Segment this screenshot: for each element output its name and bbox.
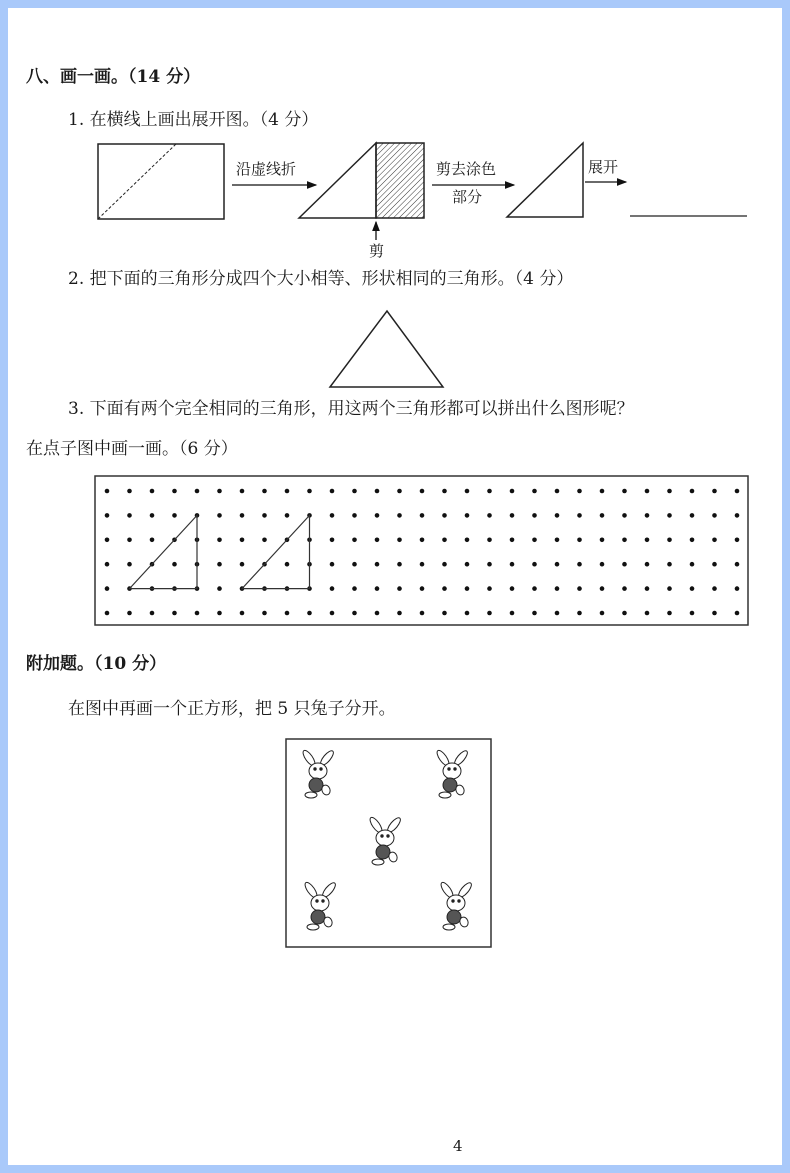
grid-dot[interactable] — [465, 489, 470, 494]
grid-dot[interactable] — [420, 562, 425, 567]
grid-dot[interactable] — [532, 513, 537, 518]
grid-dot[interactable] — [195, 611, 200, 616]
grid-dot[interactable] — [577, 586, 582, 591]
grid-dot[interactable] — [172, 562, 177, 567]
label-cut: 剪 — [369, 242, 385, 260]
grid-dot[interactable] — [645, 611, 650, 616]
grid-dot[interactable] — [127, 611, 132, 616]
grid-dot[interactable] — [240, 513, 245, 518]
grid-dot[interactable] — [352, 562, 357, 567]
example-triangle — [130, 515, 198, 588]
grid-dot[interactable] — [127, 489, 132, 494]
folded-shape — [299, 143, 424, 218]
page-number: 4 — [453, 1137, 463, 1155]
grid-dot[interactable] — [172, 513, 177, 518]
grid-dot[interactable] — [442, 538, 447, 543]
grid-dot[interactable] — [352, 513, 357, 518]
grid-dot[interactable] — [735, 513, 740, 518]
dot-grid-box[interactable] — [95, 476, 748, 625]
grid-dot[interactable] — [420, 513, 425, 518]
label-cut-shaded-2: 部分 — [452, 188, 483, 206]
grid-dot[interactable] — [465, 611, 470, 616]
grid-dot[interactable] — [105, 513, 110, 518]
grid-dot[interactable] — [172, 489, 177, 494]
grid-dot[interactable] — [667, 489, 672, 494]
grid-dot[interactable] — [127, 538, 132, 543]
grid-dot[interactable] — [555, 586, 560, 591]
grid-dot[interactable] — [397, 611, 402, 616]
grid-dot[interactable] — [420, 489, 425, 494]
grid-dot[interactable] — [622, 562, 627, 567]
grid-dot[interactable] — [397, 513, 402, 518]
grid-dot[interactable] — [510, 611, 515, 616]
grid-dot[interactable] — [240, 538, 245, 543]
grid-dot[interactable] — [532, 562, 537, 567]
grid-dot[interactable] — [217, 562, 222, 567]
grid-dot[interactable] — [375, 562, 380, 567]
grid-dot[interactable] — [240, 611, 245, 616]
grid-dot[interactable] — [645, 562, 650, 567]
grid-dot[interactable] — [262, 513, 267, 518]
rabbits — [301, 749, 473, 930]
label-unfold: 展开 — [588, 158, 619, 176]
grid-dot[interactable] — [352, 538, 357, 543]
example-triangles — [130, 515, 310, 588]
grid-dot[interactable] — [172, 611, 177, 616]
grid-dot[interactable] — [690, 562, 695, 567]
grid-dot[interactable] — [465, 562, 470, 567]
grid-dot[interactable] — [465, 538, 470, 543]
grid-dot[interactable] — [622, 586, 627, 591]
grid-dot[interactable] — [735, 538, 740, 543]
dot-grid[interactable] — [105, 489, 740, 616]
grid-dot[interactable] — [217, 586, 222, 591]
grid-dot[interactable] — [735, 562, 740, 567]
grid-dot[interactable] — [510, 513, 515, 518]
grid-dot[interactable] — [600, 586, 605, 591]
cut-triangle — [507, 143, 583, 217]
grid-dot[interactable] — [600, 538, 605, 543]
grid-dot[interactable] — [555, 513, 560, 518]
grid-dot[interactable] — [667, 611, 672, 616]
grid-dot[interactable] — [442, 489, 447, 494]
question-2: 2. 把下面的三角形分成四个大小相等、形状相同的三角形。（4 分） — [68, 269, 574, 289]
grid-dot[interactable] — [330, 538, 335, 543]
grid-dot[interactable] — [105, 562, 110, 567]
grid-dot[interactable] — [217, 538, 222, 543]
grid-dot[interactable] — [555, 538, 560, 543]
grid-dot[interactable] — [195, 489, 200, 494]
grid-dot[interactable] — [555, 489, 560, 494]
grid-dot[interactable] — [690, 489, 695, 494]
grid-dot[interactable] — [510, 586, 515, 591]
grid-dot[interactable] — [735, 586, 740, 591]
grid-dot[interactable] — [262, 489, 267, 494]
grid-dot[interactable] — [690, 586, 695, 591]
grid-dot[interactable] — [397, 586, 402, 591]
grid-dot[interactable] — [645, 586, 650, 591]
grid-dot[interactable] — [577, 513, 582, 518]
grid-dot[interactable] — [262, 538, 267, 543]
grid-dot[interactable] — [105, 538, 110, 543]
paper-rectangle — [98, 144, 224, 219]
grid-dot[interactable] — [127, 513, 132, 518]
grid-dot[interactable] — [217, 489, 222, 494]
grid-dot[interactable] — [307, 611, 312, 616]
grid-dot[interactable] — [532, 586, 537, 591]
grid-dot[interactable] — [487, 513, 492, 518]
grid-dot[interactable] — [735, 611, 740, 616]
bonus-title: 附加题。（10 分） — [26, 654, 167, 674]
grid-dot[interactable] — [375, 611, 380, 616]
grid-dot[interactable] — [285, 513, 290, 518]
grid-dot[interactable] — [330, 562, 335, 567]
grid-dot[interactable] — [442, 513, 447, 518]
grid-dot[interactable] — [667, 562, 672, 567]
grid-dot[interactable] — [577, 562, 582, 567]
grid-dot[interactable] — [577, 611, 582, 616]
rabbit-icon — [303, 881, 337, 930]
grid-dot[interactable] — [690, 538, 695, 543]
grid-dot[interactable] — [105, 611, 110, 616]
rabbit-icon — [301, 749, 335, 798]
grid-dot[interactable] — [645, 538, 650, 543]
grid-dot[interactable] — [667, 513, 672, 518]
grid-dot[interactable] — [217, 513, 222, 518]
grid-dot[interactable] — [532, 538, 537, 543]
grid-dot[interactable] — [645, 513, 650, 518]
example-triangle — [242, 515, 310, 588]
grid-dot[interactable] — [735, 489, 740, 494]
grid-dot[interactable] — [487, 562, 492, 567]
grid-dot[interactable] — [397, 489, 402, 494]
grid-dot[interactable] — [127, 562, 132, 567]
grid-dot[interactable] — [510, 538, 515, 543]
grid-dot[interactable] — [712, 611, 717, 616]
label-cut-shaded-1: 剪去涂色 — [436, 160, 497, 178]
grid-dot[interactable] — [667, 586, 672, 591]
grid-dot[interactable] — [690, 611, 695, 616]
grid-dot[interactable] — [352, 489, 357, 494]
grid-dot[interactable] — [105, 586, 110, 591]
grid-dot[interactable] — [330, 513, 335, 518]
label-fold: 沿虚线折 — [236, 160, 297, 178]
grid-dot[interactable] — [487, 586, 492, 591]
grid-dot[interactable] — [240, 562, 245, 567]
grid-dot[interactable] — [600, 489, 605, 494]
grid-dot[interactable] — [690, 513, 695, 518]
question-3-line2: 在点子图中画一画。（6 分） — [26, 439, 238, 459]
grid-dot[interactable] — [150, 538, 155, 543]
grid-dot[interactable] — [487, 538, 492, 543]
grid-dot[interactable] — [397, 562, 402, 567]
grid-dot[interactable] — [105, 489, 110, 494]
grid-dot[interactable] — [712, 489, 717, 494]
grid-dot[interactable] — [330, 611, 335, 616]
grid-dot[interactable] — [397, 538, 402, 543]
grid-dot[interactable] — [487, 611, 492, 616]
equilateral-triangle[interactable] — [330, 311, 443, 387]
grid-dot[interactable] — [285, 489, 290, 494]
question-1: 1. 在横线上画出展开图。（4 分） — [68, 110, 319, 130]
grid-dot[interactable] — [150, 489, 155, 494]
grid-dot[interactable] — [375, 489, 380, 494]
grid-dot[interactable] — [285, 562, 290, 567]
grid-dot[interactable] — [712, 513, 717, 518]
grid-dot[interactable] — [510, 489, 515, 494]
grid-dot[interactable] — [622, 611, 627, 616]
grid-dot[interactable] — [712, 538, 717, 543]
grid-dot[interactable] — [442, 611, 447, 616]
grid-dot[interactable] — [532, 489, 537, 494]
grid-dot[interactable] — [577, 538, 582, 543]
grid-dot[interactable] — [622, 513, 627, 518]
grid-dot[interactable] — [532, 611, 537, 616]
grid-dot[interactable] — [622, 538, 627, 543]
grid-dot[interactable] — [330, 489, 335, 494]
grid-dot[interactable] — [285, 611, 290, 616]
grid-dot[interactable] — [150, 611, 155, 616]
grid-dot[interactable] — [487, 489, 492, 494]
grid-dot[interactable] — [600, 562, 605, 567]
grid-dot[interactable] — [667, 538, 672, 543]
grid-dot[interactable] — [375, 586, 380, 591]
grid-dot[interactable] — [352, 611, 357, 616]
grid-dot[interactable] — [600, 513, 605, 518]
grid-dot[interactable] — [555, 611, 560, 616]
section-title: 八、画一画。（14 分） — [26, 67, 201, 87]
grid-dot[interactable] — [262, 611, 267, 616]
grid-dot[interactable] — [420, 611, 425, 616]
grid-dot[interactable] — [442, 586, 447, 591]
grid-dot[interactable] — [555, 562, 560, 567]
rabbit-icon — [435, 749, 469, 798]
grid-dot[interactable] — [622, 489, 627, 494]
grid-dot[interactable] — [330, 586, 335, 591]
grid-dot[interactable] — [352, 586, 357, 591]
grid-dot[interactable] — [420, 538, 425, 543]
question-3-line1: 3. 下面有两个完全相同的三角形，用这两个三角形都可以拼出什么图形呢？ — [68, 399, 634, 419]
bonus-question: 在图中再画一个正方形，把 5 只兔子分开。 — [68, 699, 396, 719]
grid-dot[interactable] — [465, 513, 470, 518]
grid-dot[interactable] — [240, 489, 245, 494]
grid-dot[interactable] — [375, 538, 380, 543]
grid-dot[interactable] — [442, 562, 447, 567]
grid-dot[interactable] — [375, 513, 380, 518]
rabbit-icon — [439, 881, 473, 930]
grid-dot[interactable] — [420, 586, 425, 591]
grid-dot[interactable] — [712, 586, 717, 591]
grid-dot[interactable] — [600, 611, 605, 616]
grid-dot[interactable] — [465, 586, 470, 591]
grid-dot[interactable] — [150, 513, 155, 518]
rabbit-icon — [368, 816, 402, 865]
grid-dot[interactable] — [510, 562, 515, 567]
grid-dot[interactable] — [645, 489, 650, 494]
grid-dot[interactable] — [577, 489, 582, 494]
grid-dot[interactable] — [712, 562, 717, 567]
grid-dot[interactable] — [217, 611, 222, 616]
grid-dot[interactable] — [307, 489, 312, 494]
